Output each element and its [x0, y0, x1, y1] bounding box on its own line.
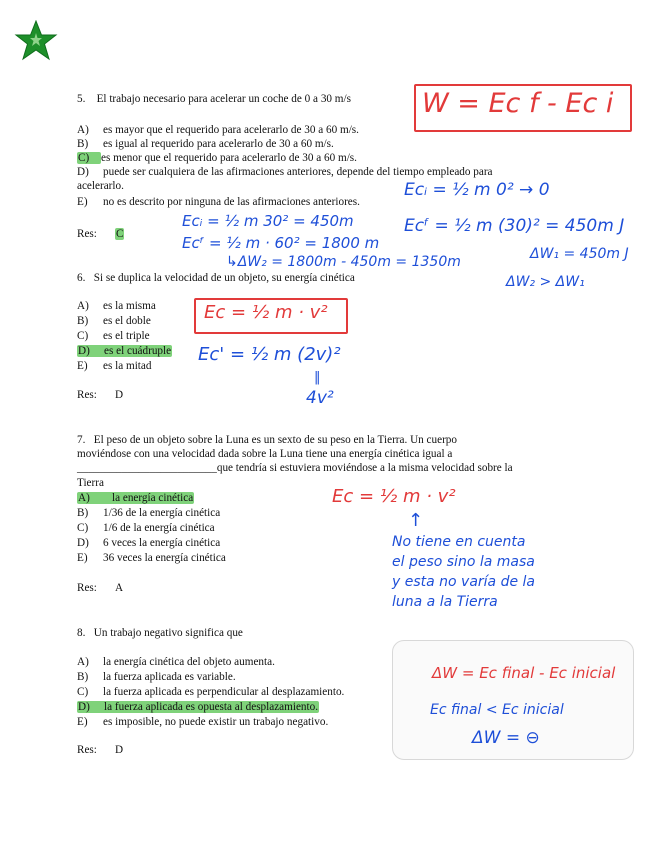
option-c: C) 1/6 de la energía cinética: [77, 522, 215, 534]
option-e: E) es imposible, no puede existir un trabajo negativo.: [77, 716, 329, 728]
answer-value: A: [115, 582, 124, 594]
question-number: 5.: [77, 93, 86, 105]
option-a: A) la energía cinética del objeto aumenta.: [77, 656, 275, 668]
option-c: C) es menor que el requerido para acelerarlo de 30 a 60 m/s.: [78, 152, 357, 164]
note-dw1: ΔW₁ = 450m J: [530, 246, 629, 262]
option-a: A) la energía cinética: [78, 492, 194, 504]
option-e: E) es la mitad: [77, 360, 152, 372]
answer-line: Res: C: [77, 228, 124, 240]
work-formula: Ec = ½ m · v²: [204, 302, 328, 323]
note-negative: ΔW = ⊖: [472, 728, 540, 748]
note-line-1: No tiene en cuenta: [392, 534, 526, 550]
question-7-line-4: Tierra: [77, 477, 104, 489]
question-7-line-3: _________________________que tendría si estuviera moviéndose a la misma velocidad sobre la: [77, 462, 513, 474]
note-eci-30: Ecᵢ = ½ m 30² = 450m: [182, 212, 354, 230]
note-equals: ‖: [314, 370, 321, 385]
star-icon: [14, 20, 58, 62]
work-formula: W = Ec f - Ec i: [422, 88, 614, 119]
note-ecf-60: Ecᶠ = ½ m · 60² = 1800 m: [182, 234, 380, 252]
option-d: D) es el cuádruple: [78, 345, 172, 357]
answer-line: Res: D: [77, 744, 124, 756]
question-text: El trabajo necesario para acelerar un coche de 0 a 30 m/s: [96, 93, 351, 105]
question-8-stem: 8. Un trabajo negativo significa que: [77, 627, 243, 639]
option-d: D) 6 veces la energía cinética: [77, 537, 221, 549]
note-ecf: Ecᶠ = ½ m (30)² = 450m J: [404, 216, 625, 236]
option-e: E) no es descrito por ninguna de las afirmaciones anteriores.: [77, 196, 360, 208]
note-dw: ΔW = Ec final - Ec inicial: [432, 664, 616, 682]
question-7-line-2: moviéndose con una velocidad dada sobre la Luna tiene una energía cinética igual a: [77, 448, 453, 460]
question-7-line-1: 7. El peso de un objeto sobre la Luna es un sexto de su peso en la Tierra. Un cuerpo: [77, 434, 457, 446]
note-compare: Ec final < Ec inicial: [430, 702, 564, 718]
note-eci: Ecᵢ = ½ m 0² → 0: [404, 180, 550, 200]
option-a: A) es la misma: [77, 300, 156, 312]
option-d-continued: acelerarlo.: [77, 180, 124, 192]
note-line-4: luna a la Tierra: [392, 594, 498, 610]
question-6-stem: 6. Si se duplica la velocidad de un objeto, su energía cinética: [77, 272, 355, 284]
question-5-stem: [77, 93, 351, 105]
note-4v2: 4v²: [306, 388, 334, 408]
note-dw-compare: ΔW₂ > ΔW₁: [506, 274, 585, 290]
option-b: B) es el doble: [77, 315, 151, 327]
note-line-3: y esta no varía de la: [392, 574, 536, 590]
option-d: D) la fuerza aplicada es opuesta al desplazamiento.: [78, 701, 319, 713]
answer-line: Res: D: [77, 389, 124, 401]
note-arrow: ↑: [408, 510, 424, 531]
note-formula: Ec = ½ m · v²: [332, 486, 456, 507]
note-ec-prime: Ec' = ½ m (2v)²: [198, 344, 341, 365]
note-line-2: el peso sino la masa: [392, 554, 535, 570]
option-d: D) puede ser cualquiera de las afirmaciones anteriores, depende del tiempo empleado para: [77, 166, 493, 178]
answer-line: Res: A: [77, 582, 124, 594]
option-c: C) es el triple: [77, 330, 150, 342]
note-dw2: ↳ΔW₂ = 1800m - 450m = 1350m: [226, 254, 461, 270]
answer-value: D: [115, 389, 124, 401]
option-c: C) la fuerza aplicada es perpendicular al desplazamiento.: [77, 686, 345, 698]
option-b: B) es igual al requerido para acelerarlo de 30 a 60 m/s.: [77, 138, 334, 150]
option-a: A) es mayor que el requerido para acelerarlo de 30 a 60 m/s.: [77, 124, 359, 136]
option-e: E) 36 veces la energía cinética: [77, 552, 226, 564]
option-b: B) la fuerza aplicada es variable.: [77, 671, 236, 683]
answer-value: D: [115, 744, 124, 756]
option-b: B) 1/36 de la energía cinética: [77, 507, 221, 519]
answer-value: C: [116, 228, 124, 240]
